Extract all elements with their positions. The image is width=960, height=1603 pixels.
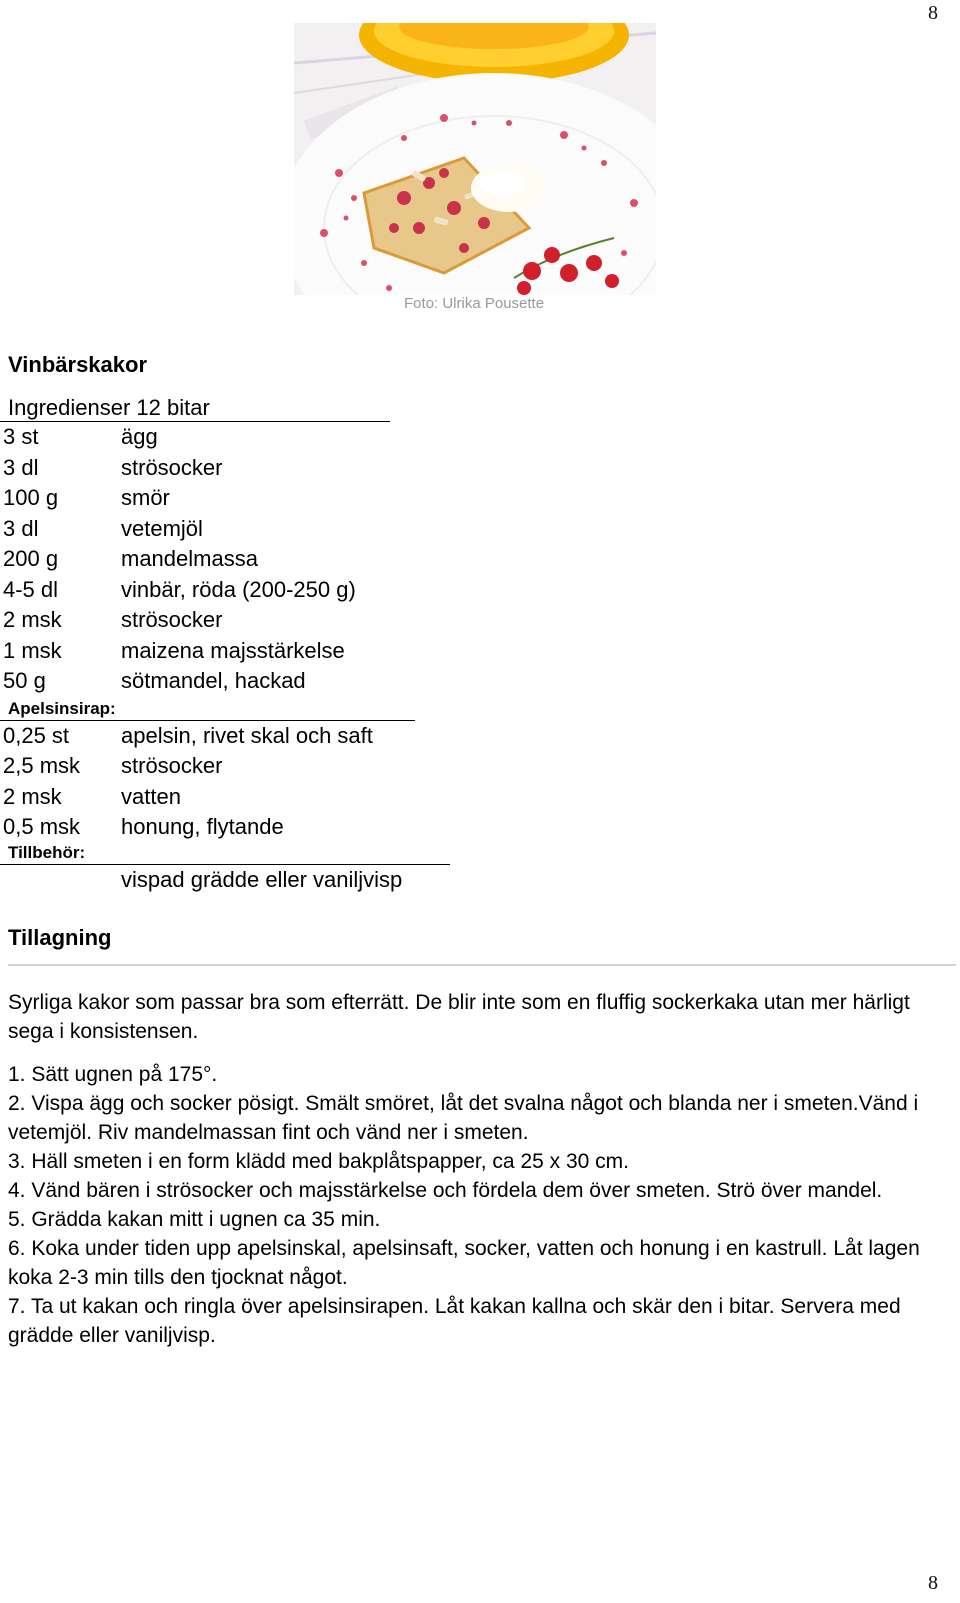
section-divider xyxy=(8,964,956,966)
preparation-step: 5. Grädda kakan mitt i ugnen ca 35 min. xyxy=(8,1208,381,1231)
ingredient-row xyxy=(0,422,460,453)
ingredient-row xyxy=(0,636,460,667)
ingredient-amount: 100 g xyxy=(3,485,59,510)
ingredient-amount: 50 g xyxy=(3,668,46,693)
ingredient-name: honung, flytande xyxy=(121,814,284,839)
preparation-step: 6. Koka under tiden upp apelsinskal, apelsinsaft, socker, vatten och honung i en kastrull. Låt lagen koka 2-3 min tills den tjocknat något. xyxy=(8,1237,920,1289)
ingredient-name: maizena majsstärkelse xyxy=(121,637,345,663)
ingredient-row xyxy=(0,751,460,782)
ingredient-row xyxy=(0,483,460,514)
ingredient-name: vispad grädde eller vaniljvisp xyxy=(121,866,403,892)
ingredient-amount: 3 st xyxy=(3,424,39,449)
syrup-header: Apelsinsirap: xyxy=(0,697,415,721)
page-number-bottom: 8 xyxy=(928,1572,938,1594)
ingredient-amount: 0,5 msk xyxy=(3,814,81,839)
ingredient-row xyxy=(0,812,460,843)
ingredient-name: strösocker xyxy=(121,607,223,632)
ingredient-name: mandelmassa xyxy=(121,546,258,571)
ingredient-amount: 2,5 msk xyxy=(3,753,81,778)
photo-credit: Foto: Ulrika Pousette xyxy=(404,295,545,312)
preparation-steps xyxy=(8,1060,948,1350)
ingredient-amount: 1 msk xyxy=(3,637,62,663)
ingredient-name: vetemjöl xyxy=(121,515,203,541)
ingredient-name: strösocker xyxy=(121,753,223,778)
recipe-photo xyxy=(294,23,656,295)
ingredient-row xyxy=(0,721,460,752)
ingredient-row xyxy=(0,782,460,813)
ingredient-name: sötmandel, hackad xyxy=(121,668,306,693)
ingredient-amount: 4-5 dl xyxy=(3,576,59,602)
ingredient-row xyxy=(0,575,460,606)
ingredient-amount: 2 msk xyxy=(3,783,62,809)
ingredient-amount: 2 msk xyxy=(3,607,62,632)
ingredient-row xyxy=(0,453,460,484)
extras-header: Tillbehör: xyxy=(0,841,450,865)
ingredient-amount: 3 dl xyxy=(3,515,39,541)
ingredient-amount: 200 g xyxy=(3,546,59,571)
ingredient-name: strösocker xyxy=(121,454,223,480)
ingredients-header: Ingredienser 12 bitar xyxy=(0,394,390,422)
page-number-top: 8 xyxy=(928,2,938,24)
syrup-list xyxy=(0,721,460,843)
ingredient-amount: 3 dl xyxy=(3,454,39,480)
ingredient-row xyxy=(0,666,460,697)
preparation-title: Tillagning xyxy=(8,925,112,950)
recipe-title: Vinbärskakor xyxy=(8,352,148,377)
ingredient-name: vinbär, röda (200-250 g) xyxy=(121,576,356,602)
preparation-step: 4. Vänd bären i strösocker och majsstärkelse och fördela dem över smeten. Strö över mandel. xyxy=(8,1179,883,1202)
extras-list xyxy=(0,865,460,896)
ingredient-row xyxy=(0,544,460,575)
ingredient-row xyxy=(0,514,460,545)
preparation-step: 3. Häll smeten i en form klädd med bakplåtspapper, ca 25 x 30 cm. xyxy=(8,1150,629,1173)
ingredients-table xyxy=(0,394,460,895)
ingredient-name: vatten xyxy=(121,783,181,809)
preparation-step: 2. Vispa ägg och socker pösigt. Smält smöret, låt det svalna något och blanda ner i smeten.Vänd i vetemjöl. Riv mandelmassan fint och vänd ner i smeten. xyxy=(8,1092,919,1144)
preparation-step: 1. Sätt ugnen på 175°. xyxy=(8,1063,218,1086)
recipe-intro: Syrliga kakor som passar bra som efterrätt. De blir inte som en fluffig sockerkaka utan mer härligt sega i konsistensen. xyxy=(8,991,910,1043)
ingredient-row xyxy=(0,605,460,636)
ingredient-row xyxy=(0,865,460,896)
ingredient-name: smör xyxy=(121,485,170,510)
ingredient-name: ägg xyxy=(121,424,158,449)
ingredient-name: apelsin, rivet skal och saft xyxy=(121,722,373,748)
ingredient-amount: 0,25 st xyxy=(3,722,70,748)
ingredients-list xyxy=(0,422,460,697)
preparation-step: 7. Ta ut kakan och ringla över apelsinsirapen. Låt kakan kallna och skär den i bitar. Servera med grädde eller vaniljvisp. xyxy=(8,1295,901,1347)
